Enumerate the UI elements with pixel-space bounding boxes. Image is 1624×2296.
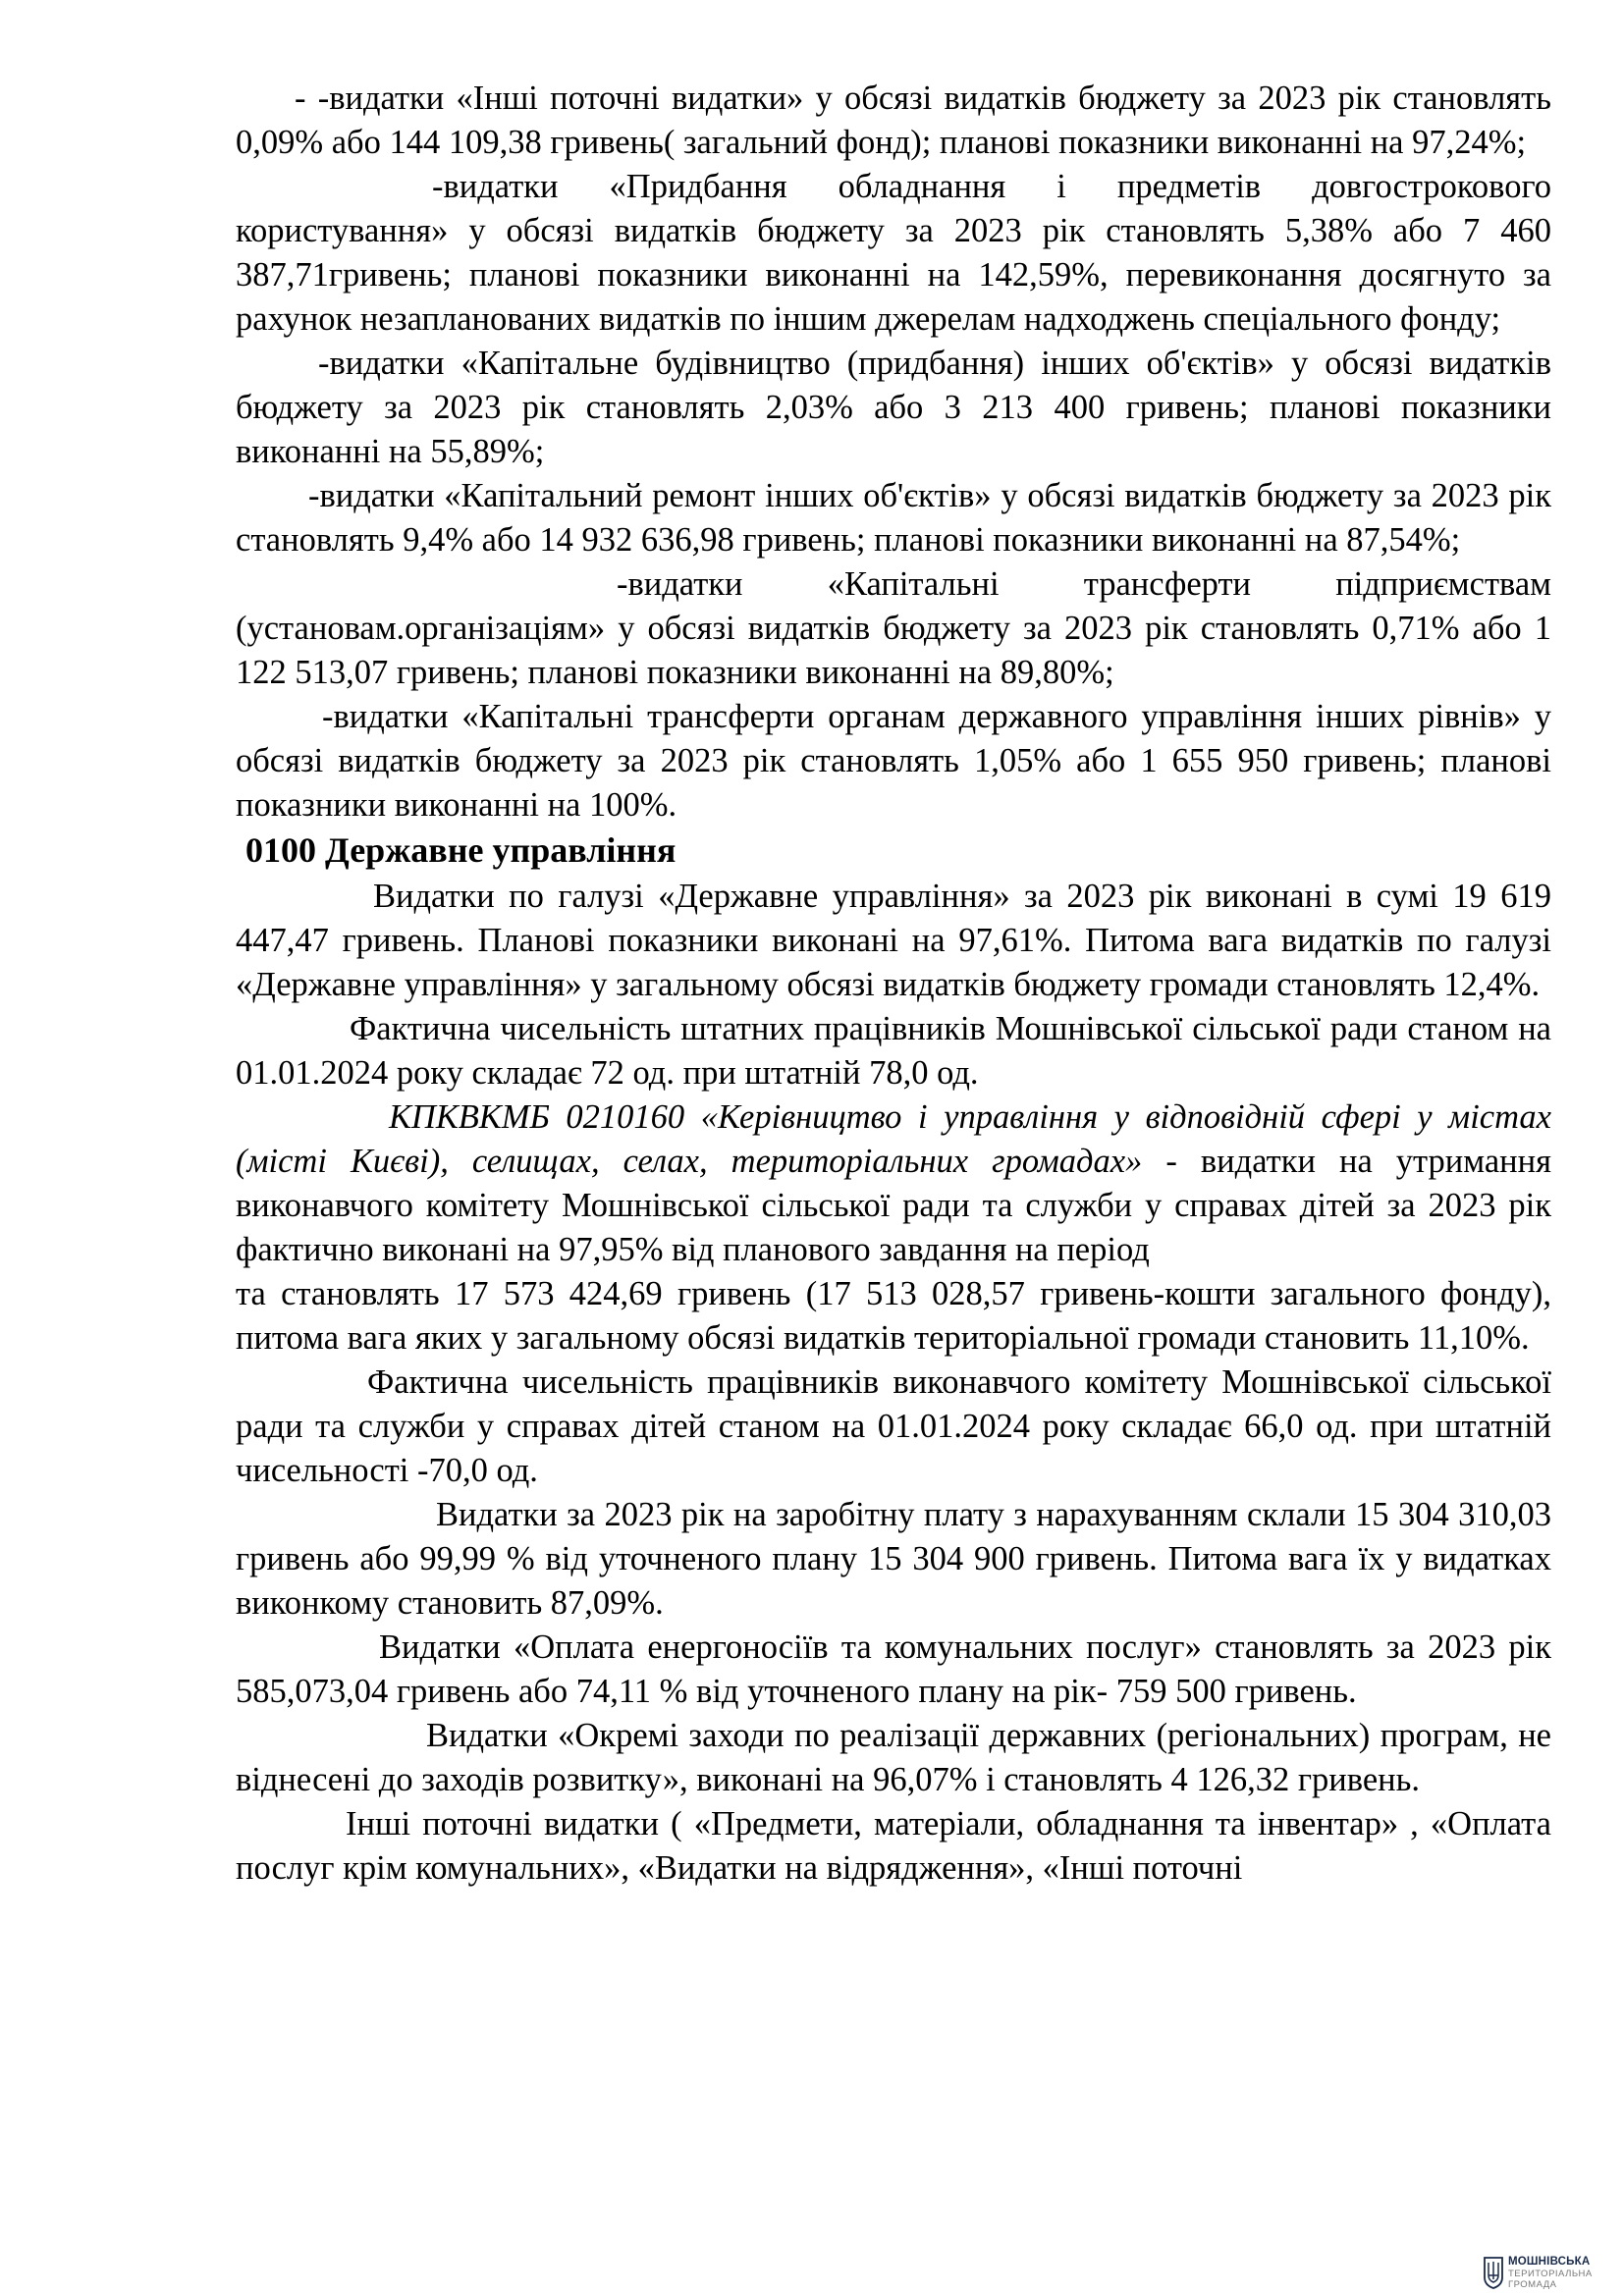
paragraph-energy-utilities: Видатки «Оплата енергоносіїв та комунальних послуг» становлять за 2023 рік 585,073,04 гривень або 74,11 % від уточненого плану на рік- 759 500 гривень. xyxy=(236,1629,1551,1710)
kpkvkmb-program-title: КПКВКМБ 0210160 «Керівництво і управління у відповідній сфері у містах (місті Києві), селищах, селах, територіальних громадах» xyxy=(236,1098,1551,1180)
paragraph-salary-expenses: Видатки за 2023 рік на заробітну плату з нарахуванням склали 15 304 310,03 гривень або 99,99 % від уточненого плану 15 304 900 гривень. Питома вага їх у видатках виконкому становить 87,09%. xyxy=(236,1496,1551,1622)
logo-subtitle-1: ТЕРИТОРІАЛЬНА xyxy=(1508,2269,1593,2279)
paragraph-regional-programs: Видатки «Окремі заходи по реалізації державних (регіональних) програм, не віднесені до заходів розвитку», виконані на 96,07% і становлять 4 126,32 гривень. xyxy=(236,1717,1551,1798)
logo-subtitle-2: ГРОМАДА xyxy=(1508,2279,1557,2290)
paragraph-other-current-expenses-list: Інші поточні видатки ( «Предмети, матеріали, обладнання та інвентар» , «Оплата послуг крім комунальних», «Видатки на відрядження», «Інші поточні xyxy=(236,1805,1551,1887)
paragraph-actual-staff-count: Фактична чисельність штатних працівників Мошнівської сільської ради станом на 01.01.2024 року складає 72 од. при штатній 78,0 од. xyxy=(236,1010,1551,1092)
paragraph-kpkvkmb-0210160 xyxy=(236,1095,1551,1272)
paragraph-equipment-purchase: -видатки «Придбання обладнання і предметів довгострокового користування» у обсязі видатків бюджету за 2023 рік становлять 5,38% або 7 460 387,71гривень; планові показники виконанні на 142,59%, перевиконання досягнуто за рахунок незапланованих видатків по іншим джерелам надходжень спеціального фонду; xyxy=(236,168,1551,338)
document-body xyxy=(236,77,1551,1891)
paragraph-capital-transfers-enterprises: -видатки «Капітальні трансферти підприємствам (установам.організаціям» у обсязі видатків бюджету за 2023 рік становлять 0,71% або 1 122 513,07 гривень; планові показники виконанні на 89,80%; xyxy=(236,565,1551,691)
kpkvkmb-program-description: - видатки на утримання виконавчого комітету Мошнівської сільської ради та служби у справах дітей за 2023 рік фактично виконані на 97,95% від планового завдання на період xyxy=(236,1143,1551,1268)
paragraph-other-current-expenses: - -видатки «Інші поточні видатки» у обсязі видатків бюджету за 2023 рік становлять 0,09% або 144 109,38 гривень( загальний фонд); планові показники виконанні на 97,24%; xyxy=(236,80,1551,161)
paragraph-capital-transfers-government: -видатки «Капітальні трансферти органам державного управління інших рівнів» у обсязі видатків бюджету за 2023 рік становлять 1,05% або 1 655 950 гривень; планові показники виконанні на 100%. xyxy=(236,698,1551,824)
logo-title: МОШНІВСЬКА xyxy=(1508,2256,1591,2268)
paragraph-state-administration-expenses: Видатки по галузі «Державне управління» за 2023 рік виконані в сумі 19 619 447,47 гривень. Планові показники виконані на 97,61%. Питома вага видатків по галузі «Державне управління» у загальному обсязі видатків бюджету громади становлять 12,4%. xyxy=(236,878,1551,1003)
paragraph-capital-construction: -видатки «Капітальне будівництво (придбання) інших об'єктів» у обсязі видатків бюджету за 2023 рік становлять 2,03% або 3 213 400 гривень; планові показники виконанні на 55,89%; xyxy=(236,345,1551,470)
paragraph-executive-committee-staff: Фактична чисельність працівників виконавчого комітету Мошнівської сільської ради та служби у справах дітей станом на 01.01.2024 року складає 66,0 од. при штатній чисельності -70,0 од. xyxy=(236,1363,1551,1489)
paragraph-executive-committee-totals: та становлять 17 573 424,69 гривень (17 513 028,57 гривень-кошти загального фонду), питома вага яких у загальному обсязі видатків територіальної громади становить 11,10%. xyxy=(236,1275,1551,1357)
trident-emblem-icon xyxy=(1483,2256,1504,2289)
paragraph-capital-repair: -видатки «Капітальний ремонт інших об'єктів» у обсязі видатків бюджету за 2023 рік становлять 9,4% або 14 932 636,98 гривень; планові показники виконанні на 87,54%; xyxy=(236,477,1551,559)
community-logo xyxy=(1483,2254,1620,2293)
section-heading-state-administration: 0100 Державне управління xyxy=(245,830,677,870)
